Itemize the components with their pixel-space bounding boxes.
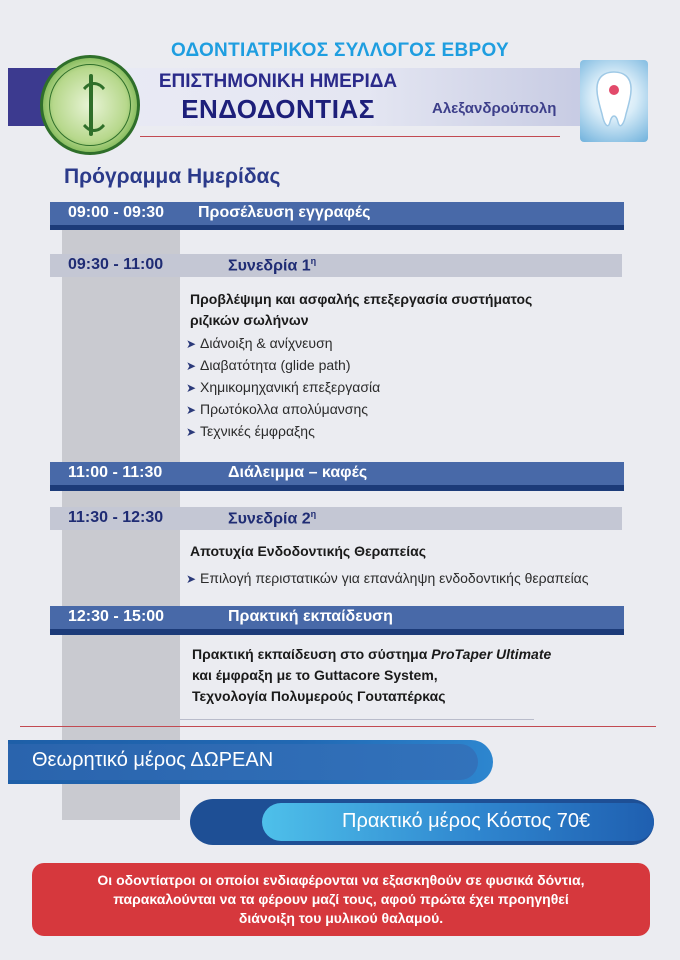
section-rule	[180, 719, 534, 720]
arrow-bullet-icon: ➤	[186, 359, 197, 373]
session2-item-text: Επιλογή περιστατικών για επανάληψη ενδοδοντικής θεραπείας	[200, 570, 589, 586]
session1-heading-line1: Προβλέψιμη και ασφαλής επεξεργασία συστήματος	[190, 291, 533, 307]
section-rule	[20, 726, 656, 727]
notice-line1: Οι οδοντίατροι οι οποίοι ενδιαφέρονται να εξασκηθούν σε φυσικά δόντια,	[97, 872, 585, 888]
session1-item-text: Διάνοιξη & ανίχνευση	[200, 335, 333, 351]
row-label: Προσέλευση εγγραφές	[198, 204, 371, 221]
row-label-text: Συνεδρία 2	[228, 510, 311, 528]
session2-item	[186, 567, 589, 589]
row-time: 09:30 - 11:00	[68, 256, 164, 273]
theory-price-text: Θεωρητικό μέρος ΔΩΡΕΑΝ	[32, 749, 274, 771]
arrow-bullet-icon: ➤	[186, 425, 197, 439]
notice-line2: παρακαλούνται να τα φέρουν μαζί τους, αφού πρώτα έχει προηγηθεί	[113, 891, 569, 907]
tooth-icon	[580, 60, 648, 142]
event-title-line1: ΕΠΙΣΤΗΜΟΝΙΚΗ ΗΜΕΡΙΔΑ	[158, 71, 398, 92]
row-time: 09:00 - 09:30	[68, 204, 165, 221]
practical-line3: Τεχνολογία Πολυμερούς Γουταπέρκας	[192, 688, 446, 704]
session1-item	[186, 354, 351, 376]
practical-line1-text: Πρακτική εκπαίδευση στο σύστημα	[192, 646, 432, 662]
row-label-text: Συνεδρία 1	[228, 257, 311, 275]
row-label: Πρακτική εκπαίδευση	[228, 608, 393, 625]
row-label: Διάλειμμα – καφές	[228, 464, 368, 481]
event-city: Αλεξανδρούπολη	[432, 100, 557, 117]
practical-price-text: Πρακτικό μέρος Κόστος 70€	[342, 810, 591, 832]
session1-item	[186, 398, 368, 420]
association-title: ΟΔΟΝΤΙΑΤΡΙΚΟΣ ΣΥΛΛΟΓΟΣ ΕΒΡΟΥ	[170, 40, 510, 61]
session1-item-text: Χημικομηχανική επεξεργασία	[200, 379, 381, 395]
practical-product-name: ProTaper Ultimate	[431, 646, 552, 662]
schedule-row-practical	[50, 606, 624, 629]
logo-snake-icon	[77, 82, 111, 132]
arrow-bullet-icon: ➤	[186, 337, 197, 351]
row-label-sup: η	[310, 256, 317, 266]
schedule-row-session1	[50, 254, 622, 277]
arrow-bullet-icon: ➤	[186, 572, 197, 586]
row-time: 11:00 - 11:30	[68, 464, 163, 481]
association-logo	[40, 55, 140, 155]
schedule-row-break	[50, 462, 624, 485]
practical-line2: και έμφραξη με το Guttacore System,	[192, 667, 438, 683]
row-label	[228, 256, 316, 275]
notice-box	[32, 863, 650, 936]
arrow-bullet-icon: ➤	[186, 381, 197, 395]
schedule-row-registration	[50, 202, 624, 225]
session1-item-text: Τεχνικές έμφραξης	[200, 423, 315, 439]
event-title-line2: ΕΝΔΟΔΟΝΤΙΑΣ	[181, 94, 375, 124]
session1-heading-line2: ριζικών σωλήνων	[190, 312, 309, 328]
arrow-bullet-icon: ➤	[186, 403, 197, 417]
row-time: 11:30 - 12:30	[68, 509, 164, 526]
program-title: Πρόγραμμα Ημερίδας	[64, 165, 281, 188]
header-rule	[140, 136, 560, 137]
session2-heading: Αποτυχία Ενδοδοντικής Θεραπείας	[190, 543, 427, 559]
practical-line1	[192, 644, 551, 665]
session1-item	[186, 376, 380, 398]
row-label-sup: η	[310, 509, 317, 519]
session1-item-text: Διαβατότητα (glide path)	[200, 357, 351, 373]
schedule-row-session2	[50, 507, 622, 530]
session1-item	[186, 332, 333, 354]
row-label	[228, 509, 316, 528]
row-time: 12:30 - 15:00	[68, 608, 165, 625]
session1-item-text: Πρωτόκολλα απολύμανσης	[200, 401, 368, 417]
notice-line3: διάνοιξη του μυλικού θαλαμού.	[238, 910, 444, 926]
session1-item	[186, 420, 315, 442]
